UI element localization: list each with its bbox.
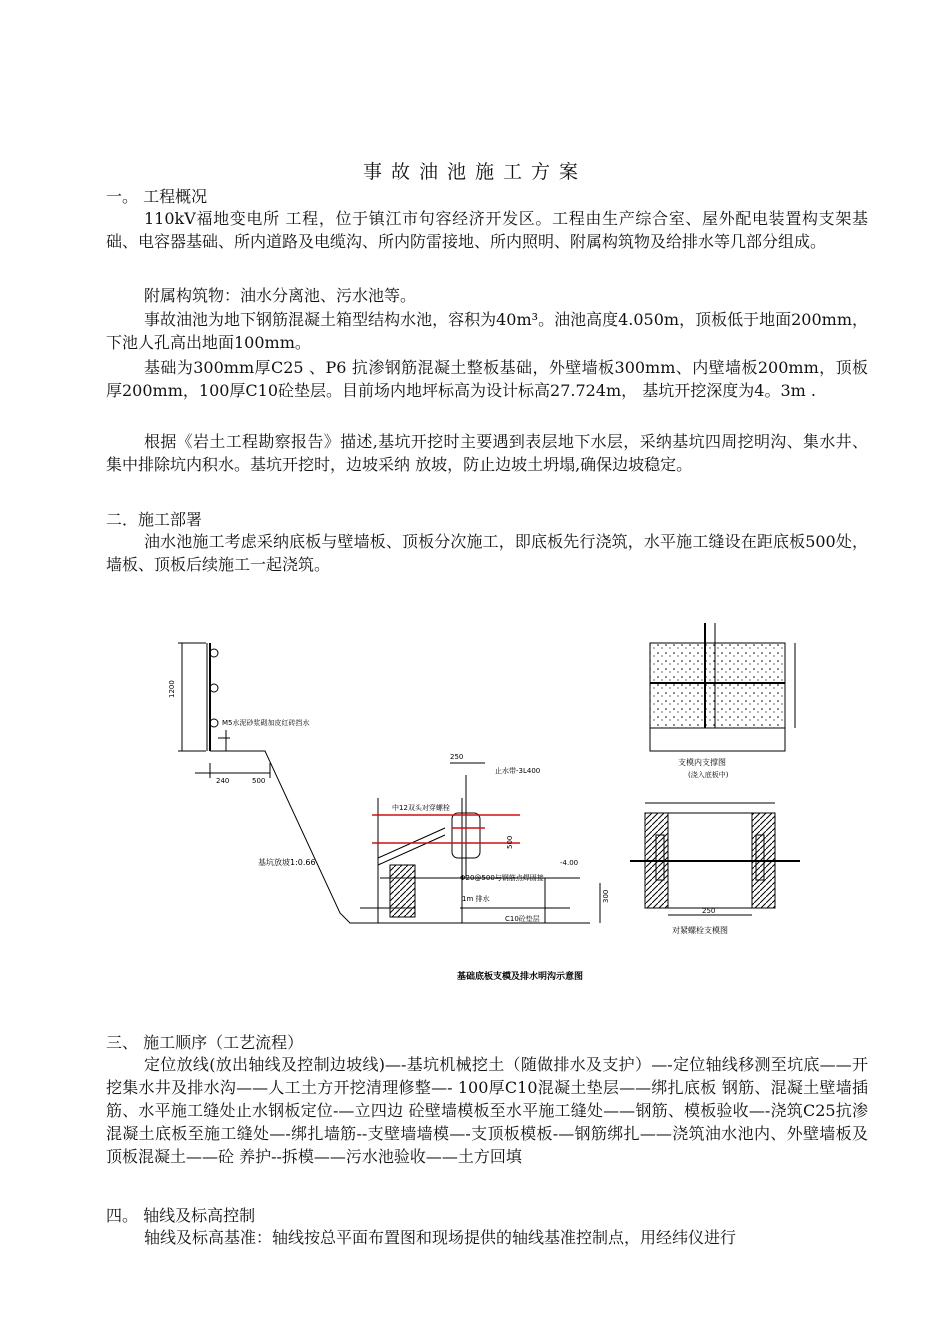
right-bottom-caption: 对紧螺栓支模图 [672, 926, 728, 935]
section-2-paragraph-1: 油水池施工考虑采纳底板与壁墙板、顶板分次施工，即底板先行浇筑，水平施工缝设在距底板500处，墙板、顶板后续施工一起浇筑。 [106, 532, 868, 574]
label-waterstop: 止水带-3L400 [495, 767, 541, 775]
page-title: 事故油池施工方案 [362, 161, 587, 183]
construction-figure [160, 603, 800, 993]
label-cushion: C10砼垫层 [505, 915, 540, 923]
label-wall: M5水泥砂浆砌加皮红砖挡水 [222, 719, 310, 727]
dim-500-b: 500 [506, 835, 514, 849]
section-1-paragraph-2: 附属构筑物：油水分离池、污水池等。 [144, 286, 417, 305]
label-slope: 基坑放坡1:0.66 [258, 858, 316, 867]
dim-250-a: 250 [450, 753, 464, 761]
label-bar: Φ20@500与钢筋点焊固接 [460, 874, 544, 882]
label-drain: 1m 排水 [462, 895, 490, 903]
figure-caption: 基础底板支模及排水明沟示意图 [457, 972, 584, 982]
section-1-paragraph-4: 基础为300mm厚C25 、P6 抗渗钢筋混凝土整板基础，外壁墙板300mm、内壁墙板200mm，顶板厚200mm，100厚C10砼垫层。目前场内地坪标高为设计标高27.724m， 基坑开挖深度为4。3m . [106, 358, 868, 400]
dim-240: 240 [216, 777, 230, 785]
dim-1200: 1200 [168, 680, 176, 698]
section-1-heading: 一。 工程概况 [106, 187, 208, 206]
dim-500-a: 500 [252, 777, 266, 785]
label-300: 300 [602, 889, 610, 903]
section-1-paragraph-1: 110kV福地变电所 工程，位于镇江市句容经济开发区。工程由生产综合室、屋外配电装置构支架基础、电容器基础、所内道路及电缆沟、所内防雷接地、所内照明、附属构筑物及给排水等几部分组成。 [106, 209, 868, 251]
section-4-paragraph-1: 轴线及标高基准：轴线按总平面布置图和现场提供的轴线基准控制点，用经纬仪进行 [144, 1228, 737, 1247]
section-1-paragraph-5: 根据《岩土工程勘察报告》描述,基坑开挖时主要遇到表层地下水层，采纳基坑四周挖明沟、集水井、集中排除坑内积水。基坑开挖时，边坡采纳 放坡，防止边坡土坍塌,确保边坡稳定。 [106, 432, 868, 474]
label-elev: -4.00 [560, 859, 579, 867]
section-3-paragraph-1: 定位放线(放出轴线及控制边坡线)—-基坑机械挖土（随做排水及支护）—-定位轴线移测至坑底——开挖集水井及排水沟——人工土方开挖清理修整—- 100厚C10混凝土垫层——绑扎底板 钢筋、混凝土壁墙插筋、水平施工缝处止水钢板定位-—立四边 砼壁墙模板至水平施工缝处——钢筋、模板验收—-浇筑C25抗渗混凝土底板至施工缝处—-绑扎墙筋--支壁墙墙模—-支顶板模板-—钢筋绑扎——浇筑油水池内、外壁墙板及顶板混凝土——砼 养护--拆模——污水池验收——土方回填 [106, 1055, 868, 1166]
section-4-heading: 四。 轴线及标高控制 [106, 1206, 256, 1225]
right-top-sub: (浇入底板中) [688, 771, 729, 779]
label-bolt: 中12双头对穿螺栓 [392, 804, 450, 812]
section-2-heading: 二．施工部署 [106, 510, 203, 529]
right-top-caption: 支模内支撑图 [678, 758, 726, 767]
section-1-paragraph-3: 事故油池为地下钢筋混凝土箱型结构水池，容积为40m³。油池高度4.050m，顶板低于地面200mm，下池人孔高出地面100mm。 [106, 310, 868, 352]
section-3-heading: 三、 施工顺序（工艺流程） [106, 1033, 304, 1052]
dim-250-b: 250 [702, 907, 716, 915]
